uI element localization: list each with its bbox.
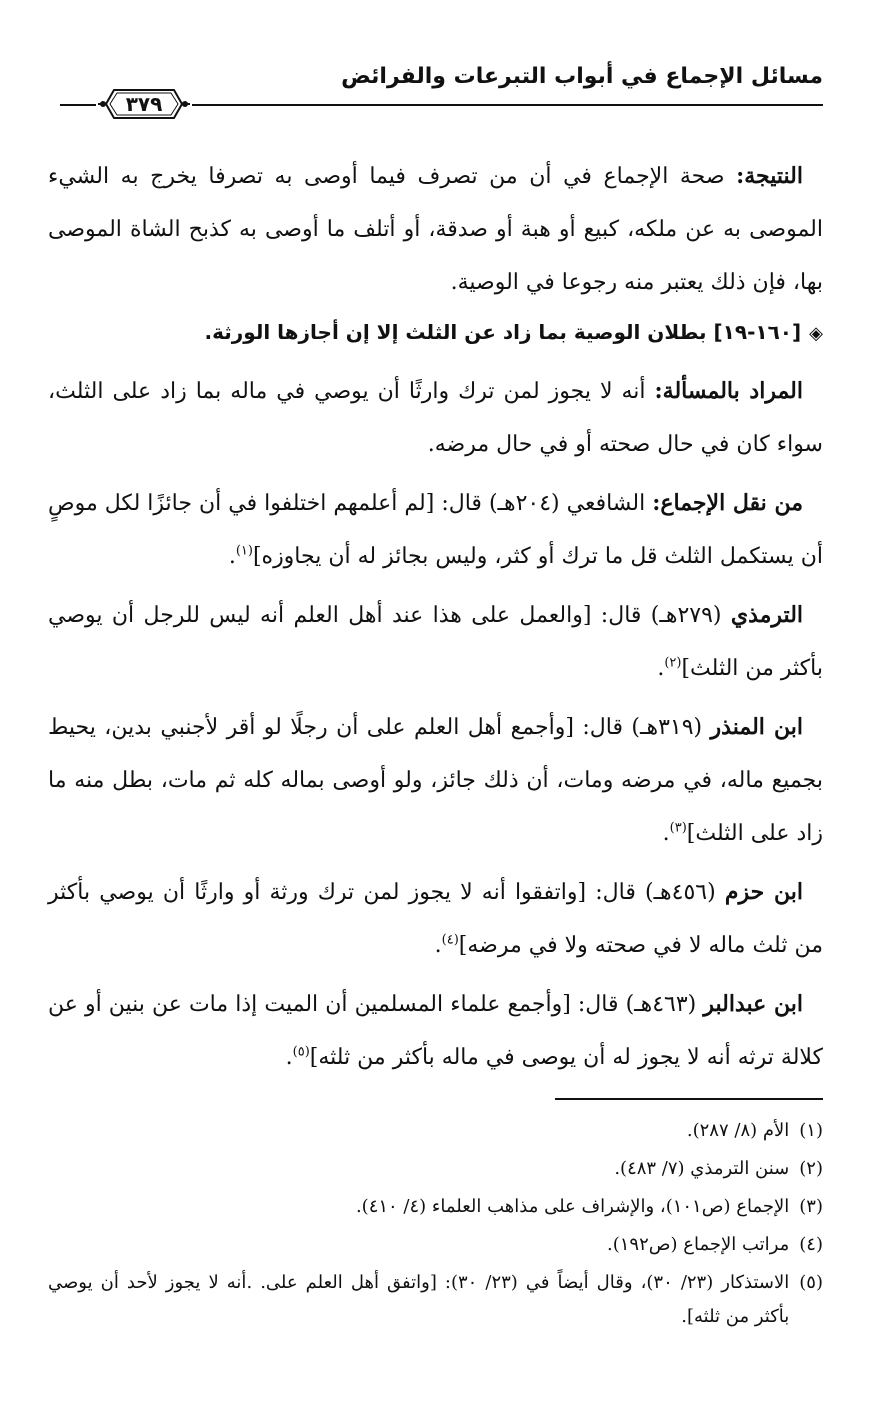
main-text: [48, 150, 823, 1090]
footnote-number: (٢): [799, 1158, 823, 1179]
footnote-item: [48, 1114, 823, 1148]
footnote-ref: (٥): [292, 1044, 310, 1060]
paragraph-tail: .: [657, 656, 665, 681]
footnote-ref: (٤): [441, 932, 459, 948]
paragraph-ibn-almundhir: [48, 701, 823, 860]
paragraph-text: الشافعي (٢٠٤هـ) قال: [لم أعلمهم اختلفوا في أن جائزًا لكل موصٍ أن يستكمل الثلث قل ما ترك أو كثر، وليس بجائز له أن يجاوزه]: [48, 491, 823, 569]
paragraph-text: صحة الإجماع في أن من تصرف فيما أوصى به تصرفا يخرج به الشيء الموصى به عن ملكه، كبيع أو هبة أو صدقة، أو أتلف ما أوصى به كذبح الشاة الموصى بها، فإن ذلك يعتبر منه رجوعا في الوصية.: [48, 164, 823, 295]
paragraph-text: (٢٧٩هـ) قال: [والعمل على هذا عند أهل العلم أنه ليس للرجل أن يوصي بأكثر من الثلث]: [48, 603, 823, 681]
paragraph-text: (٤٥٦هـ) قال: [واتفقوا أنه لا يجوز لمن ترك ورثة أو وارثًا أن يوصي بأكثر من ثلث ماله لا في صحته ولا في مرضه]: [48, 880, 823, 958]
paragraph-lead: ابن المنذر: [710, 714, 803, 740]
footnote-item: [48, 1190, 823, 1224]
running-header-title: مسائل الإجماع في أبواب التبرعات والفرائض: [341, 64, 823, 89]
footnote-rule: [555, 1098, 823, 1100]
footnote-text: الإجماع (ص١٠١)، والإشراف على مذاهب العلماء (٤/ ٤١٠).: [355, 1196, 790, 1217]
footnote-text: الأم (٨/ ٢٨٧).: [686, 1120, 790, 1141]
paragraph-tirmidhi: [48, 589, 823, 695]
paragraph-text: (٣١٩هـ) قال: [وأجمع أهل العلم على أن رجلًا لو أقر لأجنبي بدين، يحيط بجميع ماله، في مرضه ومات، أن ذلك جائز، ولو أوصى بماله كله ثم مات، بطل منه ما زاد على الثلث]: [48, 715, 823, 846]
paragraph-shafii: [48, 477, 823, 583]
paragraph-tail: .: [228, 544, 236, 569]
paragraph-lead: ابن حزم: [724, 879, 803, 905]
paragraph-text: أنه لا يجوز لمن ترك وارثًا أن يوصي في ماله بما زاد على الثلث، سواء كان في حال صحته أو في حال مرضه.: [48, 379, 823, 457]
footnote-number: (٥): [799, 1272, 823, 1293]
paragraph-tail: .: [662, 821, 670, 846]
page-number-frame: [96, 84, 192, 124]
paragraph-meaning: [48, 365, 823, 471]
footnote-number: (٤): [799, 1234, 823, 1255]
footnote-ref: (٣): [669, 820, 687, 836]
section-heading: [48, 315, 823, 351]
paragraph-ibn-abdulbarr: [48, 978, 823, 1084]
paragraph-ibn-hazm: [48, 866, 823, 972]
footnote-number: (٣): [799, 1196, 823, 1217]
diamond-bullet-icon: ◈: [809, 323, 823, 344]
paragraph-lead: النتيجة:: [736, 163, 803, 189]
footnote-text: سنن الترمذي (٧/ ٤٨٣).: [614, 1158, 790, 1179]
section-heading-text: [١٦٠-١٩] بطلان الوصية بما زاد عن الثلث إلا إن أجازها الورثة.: [204, 320, 802, 344]
paragraph-lead: المراد بالمسألة:: [654, 378, 803, 404]
footnote-text: مراتب الإجماع (ص١٩٢).: [606, 1234, 790, 1255]
paragraph-tail: .: [434, 933, 442, 958]
footnote-text: الاستذكار (٢٣/ ٣٠)، وقال أيضاً في (٢٣/ ٣٠): [واتفق أهل العلم على. .أنه لا يجوز لأحد أن يوصي بأكثر من ثلثه].: [48, 1272, 790, 1327]
paragraph-lead: ابن عبدالبر: [703, 991, 803, 1017]
footnote-ref: (٢): [664, 655, 682, 671]
paragraph-tail: .: [285, 1045, 293, 1070]
paragraph-text: (٤٦٣هـ) قال: [وأجمع علماء المسلمين أن الميت إذا مات عن بنين أو عن كلالة ترثه أنه لا يجوز له أن يوصى في ماله بأكثر من ثلثه]: [48, 992, 823, 1070]
footnote-item: [48, 1228, 823, 1262]
paragraph-result: [48, 150, 823, 309]
footnote-number: (١): [799, 1120, 823, 1141]
page-number: ٣٧٩: [125, 92, 163, 116]
footnote-item: [48, 1152, 823, 1186]
paragraph-lead: الترمذي: [730, 602, 804, 628]
footnote-item: [48, 1266, 823, 1334]
paragraph-lead: من نقل الإجماع:: [652, 490, 803, 516]
footnotes: [48, 1114, 823, 1338]
footnote-ref: (١): [235, 543, 253, 559]
